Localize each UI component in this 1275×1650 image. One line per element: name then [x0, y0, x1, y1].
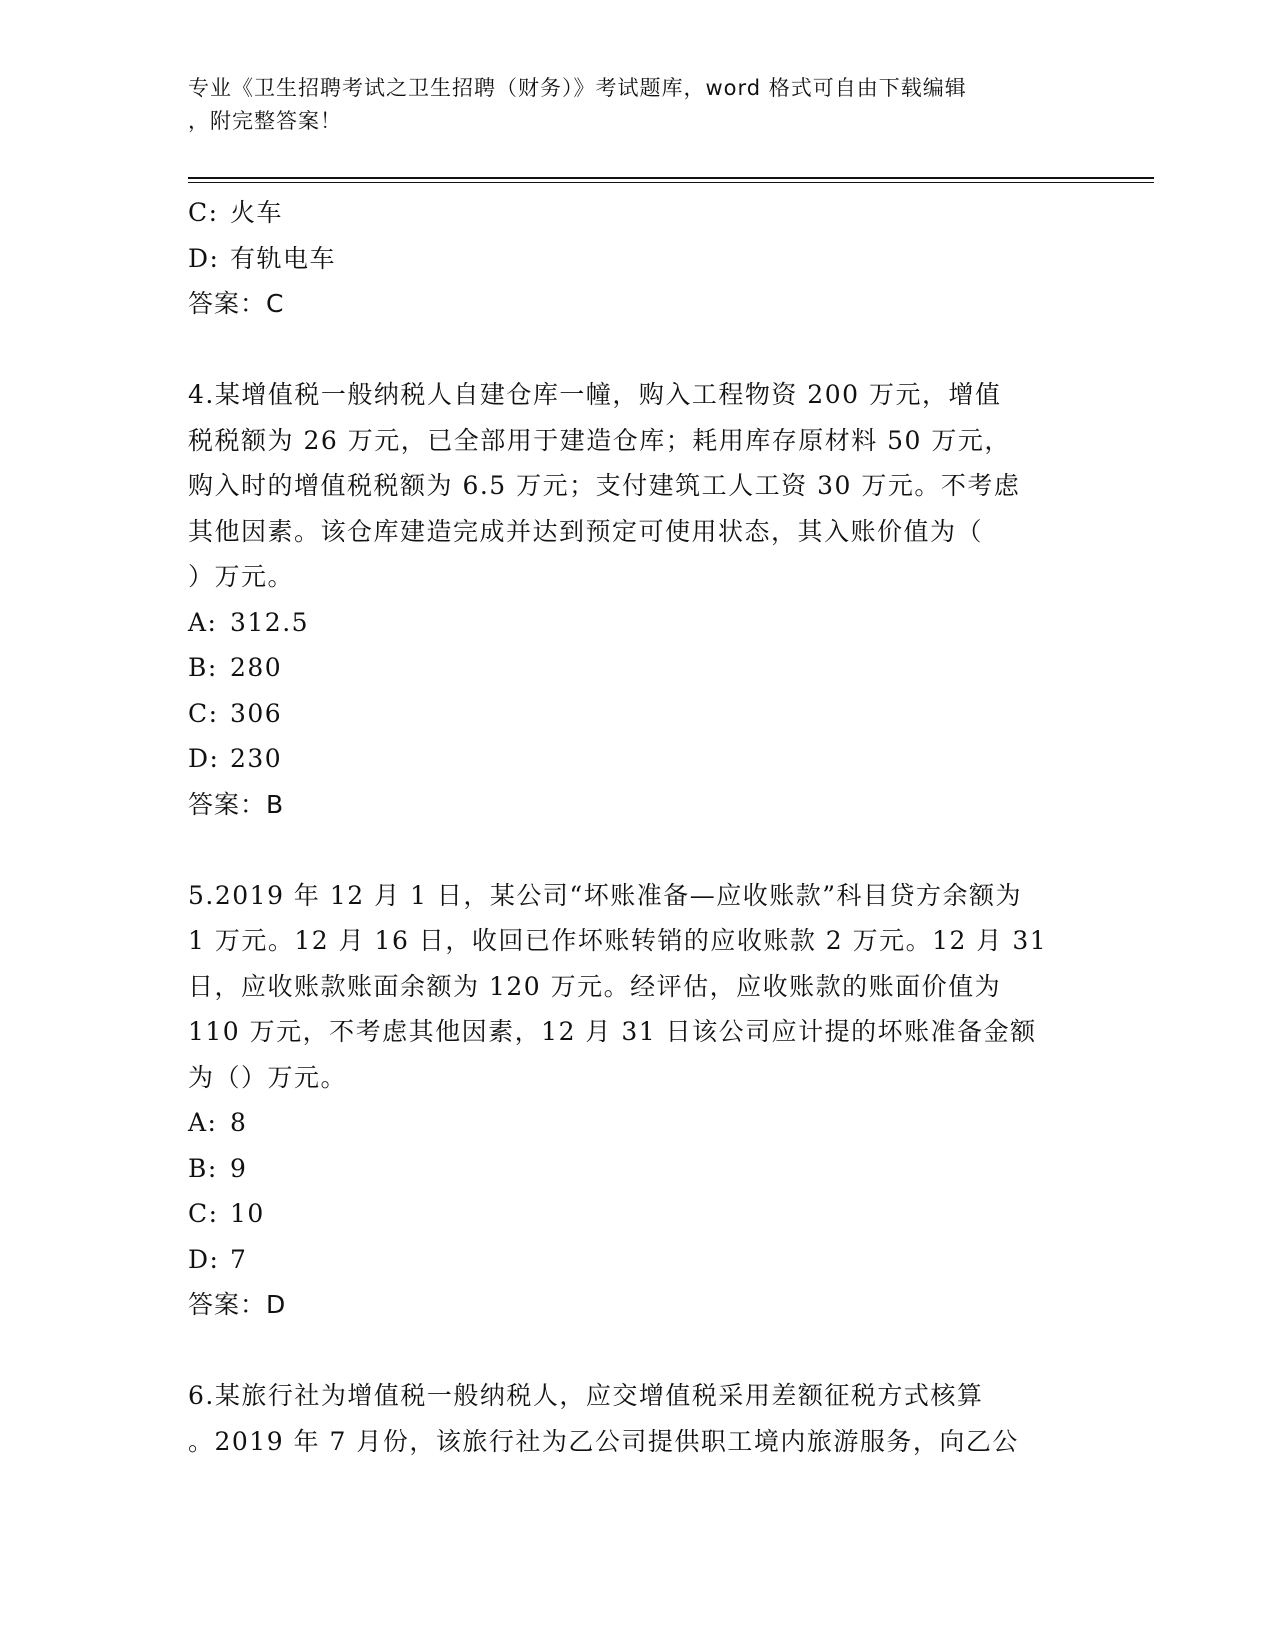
header-line-2: ，附完整答案！: [188, 109, 342, 133]
option-c: C: 10: [188, 1199, 265, 1228]
question-text-line: 6.某旅行社为增值税一般纳税人，应交增值税采用差额征税方式核算: [188, 1381, 984, 1410]
header-rule-thin: [188, 182, 1154, 183]
option-a: A: 8: [188, 1108, 248, 1137]
question-4: [188, 372, 1088, 827]
page-header: [188, 72, 1068, 138]
question-content: [188, 190, 1088, 1464]
option-c: C: 306: [188, 698, 283, 728]
answer: 答案：C: [188, 289, 285, 318]
option-a: A: 312.5: [188, 607, 310, 637]
header-rule-thick: [188, 177, 1154, 179]
header-line-1: 专业《卫生招聘考试之卫生招聘（财务）》考试题库，word 格式可自由下载编辑: [188, 76, 967, 100]
question-3-tail: [188, 190, 1088, 327]
question-text-line: 税税额为 26 万元，已全部用于建造仓库；耗用库存原材料 50 万元，: [188, 425, 1011, 455]
question-text-line: 日，应收账款账面余额为 120 万元。经评估，应收账款的账面价值为: [188, 971, 1002, 1001]
question-text-line: 5.2019 年 12 月 1 日，某公司“坏账准备—应收账款”科目贷方余额为: [188, 880, 1022, 910]
question-text-line: 为（）万元。: [188, 1062, 348, 1092]
answer: 答案：B: [188, 789, 285, 819]
answer: 答案：D: [188, 1290, 287, 1319]
question-6: [188, 1373, 1088, 1464]
question-5: [188, 873, 1088, 1328]
question-text-line: 购入时的增值税税额为 6.5 万元；支付建筑工人工资 30 万元。不考虑: [188, 471, 1021, 500]
option-d: D: 230: [188, 744, 283, 773]
option-d: D: 有轨电车: [188, 243, 337, 273]
question-text-line: 110 万元，不考虑其他因素，12 月 31 日该公司应计提的坏账准备金额: [188, 1017, 1037, 1046]
option-d: D: 7: [188, 1244, 248, 1274]
question-text-line: 1 万元。12 月 16 日，收回已作坏账转销的应收账款 2 万元。12 月 31: [188, 926, 1048, 955]
option-b: B: 9: [188, 1153, 248, 1183]
question-text-line: ）万元。: [188, 562, 295, 591]
question-text-line: 。2019 年 7 月份，该旅行社为乙公司提供职工境内旅游服务，向乙公: [188, 1426, 1019, 1456]
option-c: C: 火车: [188, 198, 284, 227]
question-text-line: 4.某增值税一般纳税人自建仓库一幢，购入工程物资 200 万元，增值: [188, 380, 1002, 409]
question-text-line: 其他因素。该仓库建造完成并达到预定可使用状态，其入账价值为（: [188, 516, 984, 546]
option-b: B: 280: [188, 653, 283, 682]
